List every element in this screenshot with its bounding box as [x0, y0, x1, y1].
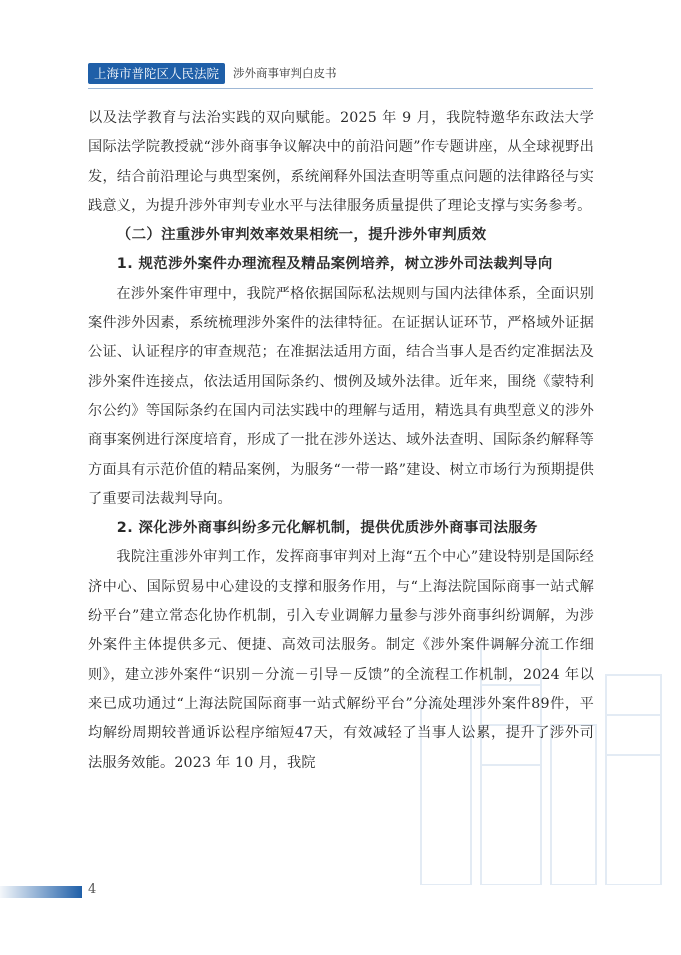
paragraph-continuation: 以及法学教育与法治实践的双向赋能。2025 年 9 月，我院特邀华东政法大学国际法学院教授就“涉外商事争议解决中的前沿问题”作专题讲座，从全球视野出发，结合前沿理论与典型案例，系统阐释外国法查明等重点问题的法律路径与实践意义，为提升涉外审判专业水平与法律服务质量提供了理论支撑与实务参考。: [88, 110, 594, 214]
paragraph-dispute-resolution: 我院注重涉外审判工作，发挥商事审判对上海“五个中心”建设特别是国际经济中心、国际贸易中心建设的支撑和服务作用，与“上海法院国际商事一站式解纷平台”建立常态化协作机制，引入专业调解力量参与涉外商事纠纷调解，为涉外案件主体提供多元、便捷、高效司法服务。制定《涉外案件调解分流工作细则》，建立涉外案件“识别－分流－引导－反馈”的全流程工作机制，2024 年以来已成功通过“上海法院国际商事一站式解纷平台”分流处理涉外案件89件，平均解纷周期较普通诉讼程序缩短47天，有效减轻了当事人讼累，提升了涉外司法服务效能。2023 年 10 月，我院: [88, 549, 594, 771]
court-name-badge: 上海市普陀区人民法院: [88, 63, 225, 84]
running-header: [88, 62, 337, 84]
header-divider: [88, 88, 593, 89]
subsection-heading-1: 1. 规范涉外案件办理流程及精品案例培养，树立涉外司法裁判导向: [116, 256, 553, 273]
page-number: 4: [88, 882, 97, 897]
paragraph-case-handling: 在涉外案件审理中，我院严格依据国际私法规则与国内法律体系，全面识别案件涉外因素，系统梳理涉外案件的法律特征。在证据认证环节，严格域外证据公证、认证程序的审查规范；在准据法适用方面，结合当事人是否约定准据法及涉外案件连接点，依法适用国际条约、惯例及域外法律。近年来，围绕《蒙特利尔公约》等国际条约在国内司法实践中的理解与适用，精选具有典型意义的涉外商事案例进行深度培育，形成了一批在涉外送达、域外法查明、国际条约解释等方面具有示范价值的精品案例，为服务“一带一路”建设、树立市场行为预期提供了重要司法裁判导向。: [88, 285, 594, 507]
section-heading-2: （二）注重涉外审判效率效果相统一，提升涉外审判质效: [116, 227, 487, 244]
footer-accent-bar: [0, 886, 82, 898]
document-title: 涉外商事审判白皮书: [233, 66, 337, 80]
body-content: [88, 104, 594, 778]
subsection-heading-2: 2. 深化涉外商事纠纷多元化解机制，提供优质涉外商事司法服务: [116, 520, 538, 537]
